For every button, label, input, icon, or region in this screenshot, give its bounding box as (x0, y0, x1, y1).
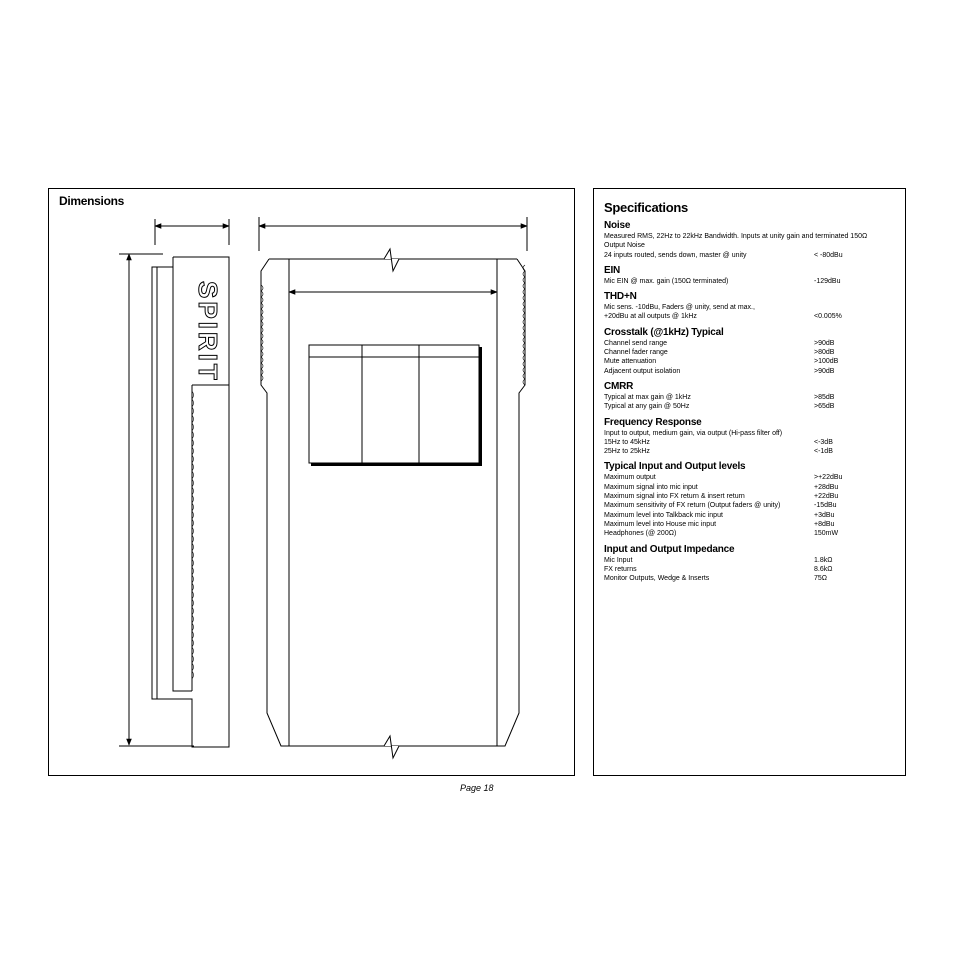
spec-row (604, 501, 896, 510)
spec-row (604, 241, 896, 250)
spec-label: Headphones (@ 200Ω) (604, 530, 677, 538)
spec-row (604, 348, 896, 357)
spec-section-heading: Frequency Response (604, 416, 702, 428)
spec-value: -129dBu (814, 277, 841, 285)
spec-value: < -80dBu (814, 251, 843, 259)
spec-row (604, 303, 896, 312)
spec-label: Monitor Outputs, Wedge & Inserts (604, 575, 710, 583)
spec-label: Mute attenuation (604, 358, 657, 366)
spec-value: 8.6kΩ (814, 565, 833, 573)
spec-value: <0.005% (814, 313, 842, 321)
spec-row (604, 277, 896, 286)
spec-row (604, 447, 896, 456)
spec-row (604, 473, 896, 482)
spec-row (604, 492, 896, 501)
spec-row (604, 251, 896, 260)
spec-section-heading: Input and Output Impedance (604, 543, 735, 555)
spec-label: +20dBu at all outputs @ 1kHz (604, 313, 697, 321)
spec-value: >90dB (814, 339, 835, 347)
spec-section-heading: CMRR (604, 380, 634, 392)
specifications-title: Specifications (604, 200, 688, 215)
spec-value: -15dBu (814, 502, 837, 510)
spec-row (604, 574, 896, 583)
spec-row (604, 483, 896, 492)
top-view (261, 249, 525, 758)
spec-value: <-3dB (814, 438, 833, 446)
spec-row (604, 357, 896, 366)
spec-section-heading: Noise (604, 220, 631, 231)
spec-value: +22dBu (814, 493, 839, 501)
spec-value: >100dB (814, 358, 839, 366)
spec-label: Maximum level into Talkback mic input (604, 511, 723, 519)
dimensions-panel (48, 188, 575, 776)
spec-label: 24 inputs routed, sends down, master @ unity (604, 251, 747, 259)
spec-row (604, 438, 896, 447)
spec-section-heading: Typical Input and Output levels (604, 461, 746, 473)
spec-row (604, 367, 896, 376)
spec-label: 25Hz to 25kHz (604, 448, 650, 456)
spec-label: Maximum level into House mic input (604, 520, 717, 528)
spec-row (604, 520, 896, 529)
spec-row (604, 529, 896, 538)
spec-label: Adjacent output isolation (604, 367, 681, 375)
spec-label: Maximum signal into mic input (604, 483, 698, 491)
spec-row (604, 565, 896, 574)
spec-label: Maximum signal into FX return & insert return (604, 493, 745, 501)
specifications-panel (593, 188, 906, 776)
meter-bridge-table (309, 345, 482, 466)
spec-value: >80dB (814, 349, 835, 357)
spec-section-heading: THD+N (604, 291, 637, 303)
spec-row (604, 339, 896, 348)
spec-value: +28dBu (814, 483, 839, 491)
spec-value: >65dB (814, 403, 835, 411)
spec-label: 15Hz to 45kHz (604, 438, 650, 446)
spec-label: Typical at max gain @ 1kHz (604, 393, 691, 401)
spec-value: +3dBu (814, 511, 835, 519)
spec-section-heading: Crosstalk (@1kHz) Typical (604, 326, 724, 338)
spec-row (604, 556, 896, 565)
spec-section-description: Measured RMS, 22Hz to 22kHz Bandwidth. Inputs at unity gain and terminated 150Ω (604, 233, 868, 240)
spec-value: <-1dB (814, 448, 833, 456)
spec-value: +8dBu (814, 520, 835, 528)
spec-value: >85dB (814, 393, 835, 401)
page-number: Page 18 (460, 783, 494, 793)
spec-label: FX returns (604, 565, 637, 573)
spec-section-heading: EIN (604, 264, 621, 276)
spec-label: Mic EIN @ max. gain (150Ω terminated) (604, 277, 729, 285)
spec-value: 75Ω (814, 575, 828, 583)
spec-row (604, 511, 896, 520)
brand-logo: SPIRIT (193, 281, 223, 383)
spec-label: Channel send range (604, 339, 668, 347)
spec-label: Typical at any gain @ 50Hz (604, 403, 690, 411)
spec-section-description: Input to output, medium gain, via output (Hi-pass filter off) (604, 429, 783, 437)
spec-label: Mic sens. -10dBu, Faders @ unity, send at max., (604, 304, 755, 312)
spec-value: 1.8kΩ (814, 556, 833, 564)
spec-label: Maximum sensitivity of FX return (Output faders @ unity) (604, 502, 781, 510)
spec-value: 150mW (814, 530, 839, 538)
spec-label: Mic Input (604, 556, 633, 564)
spec-value: >+22dBu (814, 474, 843, 482)
spec-list (604, 220, 896, 583)
spec-label: Channel fader range (604, 349, 668, 357)
spec-row (604, 393, 896, 402)
spec-label: Maximum output (604, 474, 656, 482)
spec-row (604, 402, 896, 411)
spec-value: >90dB (814, 367, 835, 375)
spec-label: Output Noise (604, 242, 645, 250)
dimensions-title: Dimensions (59, 194, 125, 208)
spec-row (604, 312, 896, 321)
dimensions-diagram (49, 189, 576, 777)
